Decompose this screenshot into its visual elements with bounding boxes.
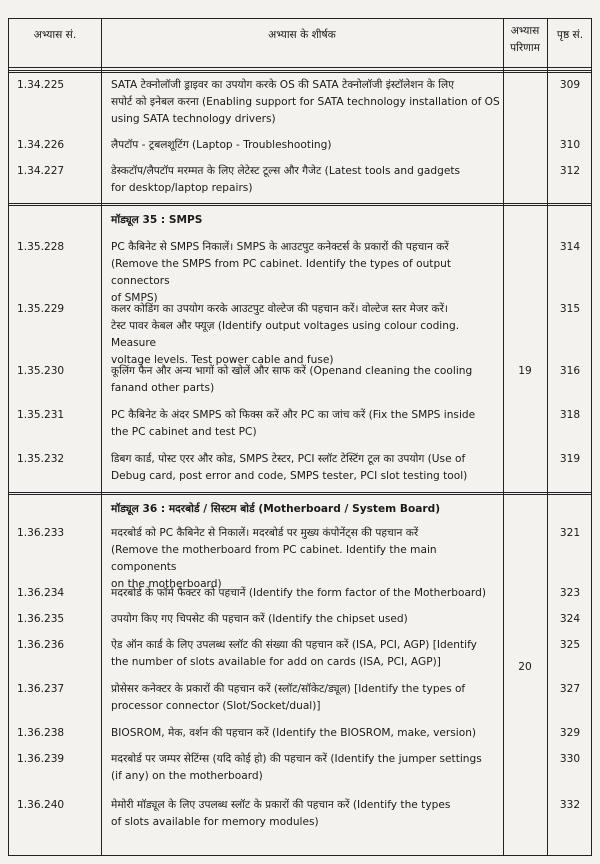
column-divider (503, 19, 504, 855)
title-line: प्रोसेसर कनेक्टर के प्रकारों की पहचान करें (स्लॉट/सॉकेट/ड्यूल) [Identify the types of (111, 683, 466, 695)
exercise-title (111, 611, 501, 628)
section-divider (9, 492, 591, 495)
title-line: of slots available for memory modules) (111, 816, 319, 828)
outcome-value: 19 (518, 365, 532, 377)
title-line: for desktop/laptop repairs) (111, 182, 253, 194)
exercise-title (111, 163, 501, 197)
title-line: voltage levels. Test power cable and fuse) (111, 354, 334, 366)
page-number: 327 (559, 683, 581, 695)
exercise-no: 1.36.233 (17, 527, 65, 539)
header-outcome (503, 23, 547, 57)
page-number: 314 (559, 241, 581, 253)
title-line: using SATA technology drivers) (111, 113, 276, 125)
title-line: कूलिंग फैन और अन्य भागों को खोलें और साफ करें (Openand cleaning the cooling (111, 365, 473, 377)
title-line: कलर कोडिंग का उपयोग करके आउटपुट वोल्टेज की पहचान करें। वोल्टेज स्तर मेजर करें। (111, 303, 448, 315)
module-heading: मॉड्यूल 36 : मदरबोर्ड / सिस्टम बोर्ड (Motherboard / System Board) (111, 503, 441, 515)
title-line: सपोर्ट को इनेबल करना (Enabling support for SATA technology installation of OS (111, 96, 500, 108)
exercise-title (111, 797, 501, 831)
title-line: ऐड ऑन कार्ड के लिए उपलब्ध स्लॉट की संख्या की पहचान करें (ISA, PCI, AGP) [Identify (111, 639, 477, 651)
title-line: the number of slots available for add on cards (ISA, PCI, AGP)] (111, 656, 441, 668)
exercise-title (111, 525, 501, 593)
title-line: of SMPS) (111, 292, 158, 304)
contents-table (8, 18, 592, 856)
page-number: 332 (559, 799, 581, 811)
title-line: टेस्ट पावर केबल और फ्यूज़ (Identify output voltages using colour coding. Measure (111, 320, 460, 349)
title-line: the PC cabinet and test PC) (111, 426, 257, 438)
title-line: मदरबोर्ड पर जम्पर सेटिंग्स (यदि कोई हो) की पहचान करें (Identify the jumper settings (111, 753, 482, 765)
exercise-title (111, 585, 501, 602)
exercise-no: 1.36.237 (17, 683, 65, 695)
page-number: 323 (559, 587, 581, 599)
header-exercise-title: अभ्यास के शीर्षक (268, 29, 336, 41)
title-line: डेस्कटॉप/लैपटॉप मरम्मत के लिए लेटेस्ट टूल्स और गैजेट (Latest tools and gadgets (111, 165, 461, 177)
module-heading: मॉड्यूल 35 : SMPS (111, 214, 203, 226)
exercise-title (111, 239, 501, 307)
page-number: 310 (559, 139, 581, 151)
title-line: Debug card, post error and code, SMPS tester, PCI slot testing tool) (111, 470, 468, 482)
page-number: 324 (559, 613, 581, 625)
outcome-value: 20 (518, 661, 532, 673)
page-number: 309 (559, 79, 581, 91)
page-number: 319 (559, 453, 581, 465)
page-number: 321 (559, 527, 581, 539)
title-line: processor connector (Slot/Socket/dual)] (111, 700, 321, 712)
page-number: 325 (559, 639, 581, 651)
title-line: डिबग कार्ड, पोस्ट एरर और कोड, SMPS टेस्टर, PCI स्लॉट टेस्टिंग टूल का उपयोग (Use of (111, 453, 466, 465)
exercise-title (111, 451, 501, 485)
exercise-title (111, 725, 501, 742)
header-outcome-line1: अभ्यास (510, 25, 540, 37)
exercise-no: 1.35.232 (17, 453, 65, 465)
title-line: (Remove the motherboard from PC cabinet. Identify the main components (111, 544, 437, 573)
exercise-title (111, 407, 501, 441)
header-page-no: पृष्ठ सं. (556, 29, 584, 41)
header-divider (9, 67, 591, 68)
header-outcome-line2: परिणाम (510, 42, 540, 54)
page-number: 315 (559, 303, 581, 315)
title-line: PC कैबिनेट के अंदर SMPS को फिक्स करें और PC का जांच करें (Fix the SMPS inside (111, 409, 476, 421)
exercise-title (111, 301, 501, 369)
title-line: fanand other parts) (111, 382, 215, 394)
title-line: PC कैबिनेट से SMPS निकालें। SMPS के आउटपुट कनेक्टर्स के प्रकारों की पहचान करें (111, 241, 449, 253)
column-divider (101, 19, 102, 855)
exercise-no: 1.36.238 (17, 727, 65, 739)
exercise-no: 1.36.234 (17, 587, 65, 599)
exercise-no: 1.34.227 (17, 165, 65, 177)
exercise-no: 1.36.240 (17, 799, 65, 811)
section-divider (9, 203, 591, 206)
header-divider (9, 70, 591, 73)
exercise-title (111, 77, 501, 128)
page-number: 330 (559, 753, 581, 765)
exercise-no: 1.35.230 (17, 365, 65, 377)
page-number: 329 (559, 727, 581, 739)
exercise-no: 1.36.236 (17, 639, 65, 651)
title-line: मेमोरी मॉड्यूल के लिए उपलब्ध स्लॉट के प्रकारों की पहचान करें (Identify the types (111, 799, 451, 811)
exercise-title (111, 751, 501, 785)
exercise-no: 1.36.239 (17, 753, 65, 765)
title-line: on the motherboard) (111, 578, 222, 590)
title-line: लैपटॉप - ट्रबलशूटिंग (Laptop - Troubleshooting) (111, 139, 332, 151)
exercise-no: 1.35.228 (17, 241, 65, 253)
exercise-no: 1.34.226 (17, 139, 65, 151)
title-line: BIOSROM, मेक, वर्शन की पहचान करें (Identify the BIOSROM, make, version) (111, 727, 477, 739)
page-number: 316 (559, 365, 581, 377)
exercise-no: 1.35.231 (17, 409, 65, 421)
exercise-title (111, 363, 501, 397)
exercise-title (111, 137, 501, 154)
exercise-no: 1.35.229 (17, 303, 65, 315)
exercise-no: 1.36.235 (17, 613, 65, 625)
title-line: मदरबोर्ड के फॉर्म फैक्टर को पहचानें (Identify the form factor of the Motherboard) (111, 587, 486, 599)
exercise-title (111, 637, 501, 671)
header-exercise-no: अभ्यास सं. (33, 29, 77, 41)
title-line: उपयोग किए गए चिपसेट की पहचान करें (Identify the chipset used) (111, 613, 408, 625)
title-line: SATA टेक्नोलॉजी ड्राइवर का उपयोग करके OS की SATA टेक्नोलॉजी इंस्टॉलेशन के लिए (111, 79, 455, 91)
title-line: (if any) on the motherboard) (111, 770, 263, 782)
exercise-title (111, 681, 501, 715)
exercise-no: 1.34.225 (17, 79, 65, 91)
page-number: 312 (559, 165, 581, 177)
title-line: (Remove the SMPS from PC cabinet. Identify the types of output connectors (111, 258, 452, 287)
title-line: मदरबोर्ड को PC कैबिनेट से निकालें। मदरबोर्ड पर मुख्य कंपोनेंट्स की पहचान करें (111, 527, 419, 539)
page-number: 318 (559, 409, 581, 421)
